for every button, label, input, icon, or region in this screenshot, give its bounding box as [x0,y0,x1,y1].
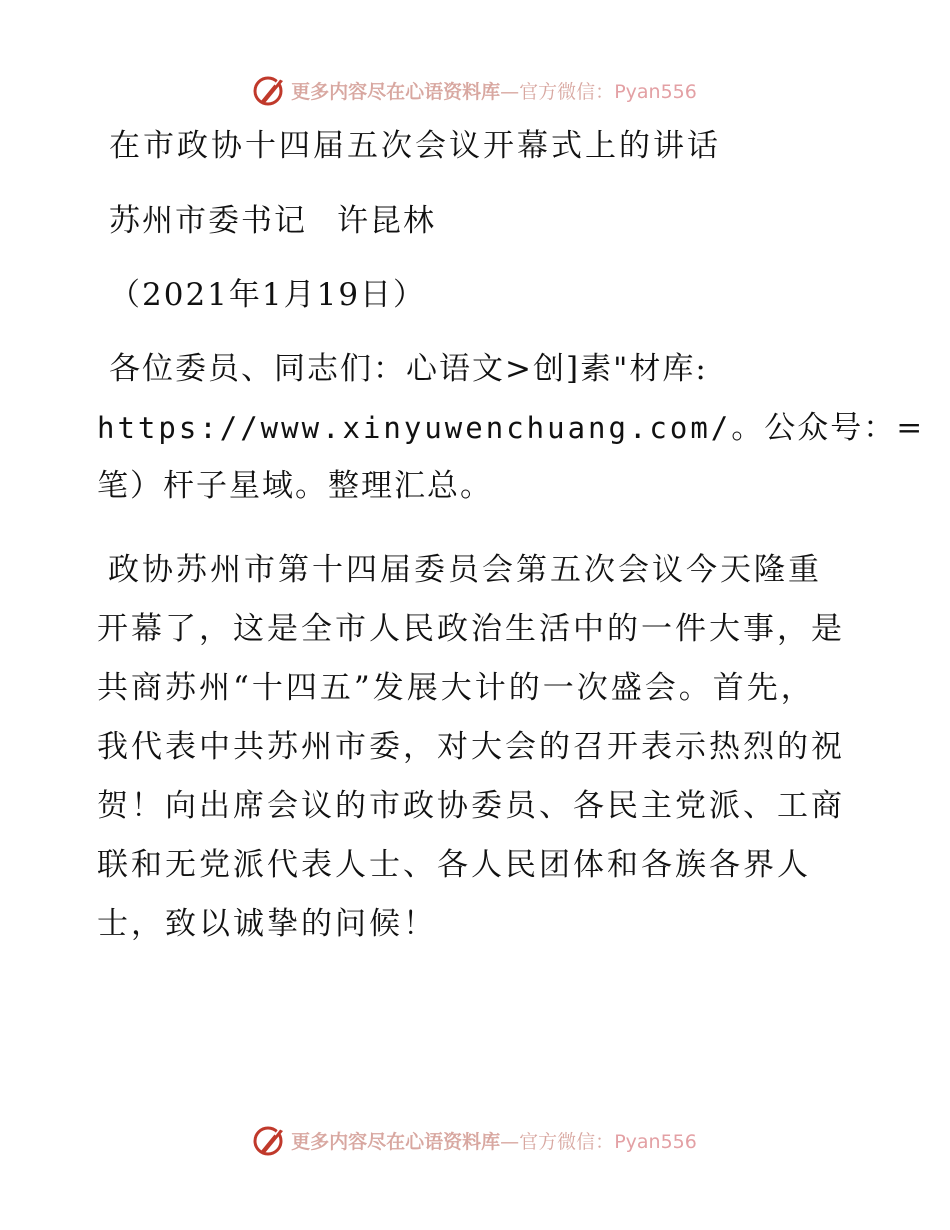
quill-pen-icon [253,1123,287,1157]
paragraph-line: 士，致以诚挚的问候！ [97,906,437,942]
paragraph-line: 共商苏州“十四五”发展大计的一次盛会。首先， [97,670,815,706]
watermark-wechat-id: Pyan556 [614,1130,697,1153]
author-role: 苏州市委书记 [109,203,307,239]
watermark-site-text: 更多内容尽在心语资料库 [291,1130,501,1153]
watermark-wechat-label: 官方微信： [519,1130,615,1153]
watermark-wechat-label: 官方微信： [519,80,615,103]
paragraph-line: 联和无党派代表人士、各人民团体和各族各界人 [97,847,811,883]
quill-pen-icon [253,73,287,107]
watermark-separator: — [500,80,520,103]
header-watermark [0,70,950,110]
document-date: （2021年1月19日） [109,277,427,313]
paragraph-line: 开幕了，这是全市人民政治生活中的一件大事，是 [97,611,845,647]
watermark-wechat-id: Pyan556 [614,80,697,103]
document-title: 在市政协十四届五次会议开幕式上的讲话 [109,128,721,164]
greeting-line-1: 各位委员、同志们：心语文>创]素"材库: [109,351,708,387]
paragraph-line: 我代表中共苏州市委，对大会的召开表示热烈的祝 [97,729,845,765]
paragraph-line: 政协苏州市第十四届委员会第五次会议今天隆重 [108,552,822,588]
greeting-line-2 [97,410,925,446]
body-paragraph [97,541,857,954]
paragraph-line: 贺！向出席会议的市政协委员、各民主党派、工商 [97,788,845,824]
watermark-site-text: 更多内容尽在心语资料库 [291,80,501,103]
greeting-url: https://www.xinyuwenchuang.com/ [97,411,732,445]
footer-watermark [0,1120,950,1160]
greeting-line-3: 笔）杆子星域。整理汇总。 [97,468,493,504]
author-name: 许昆林 [337,203,436,239]
document-author [109,203,436,239]
greeting-url-tail: 。公众号：= [731,410,925,446]
watermark-separator: — [500,1130,520,1153]
